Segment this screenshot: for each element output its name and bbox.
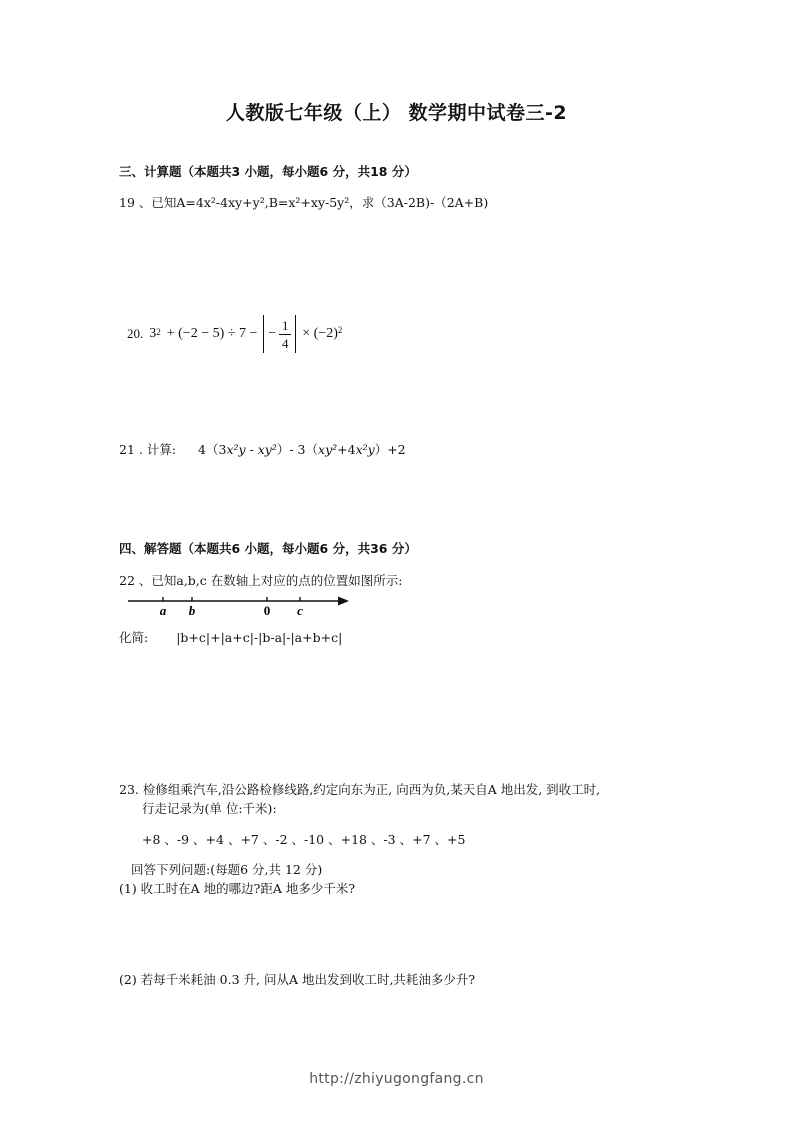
q20-base: 3 [149,326,157,341]
q21-term2: xy² [257,442,277,457]
q21-prefix: 21 . 计算: [119,442,177,457]
number-line-figure [125,590,355,620]
q21-term4: x²y [355,442,375,457]
page-title: 人教版七年级（上） 数学期中试卷三-2 [225,102,568,124]
number-line-arrow-icon [338,597,349,606]
question-20 [127,313,342,355]
question-21 [119,440,406,458]
q21-plus: +4 [337,442,356,457]
simplify-expression: |b+c|+|a+c|-|b-a|-|a+b+c| [176,630,343,645]
q21-end: ）+2 [374,442,406,457]
section-3-heading: 三、计算题（本题共3 小题，每小题6 分，共18 分） [119,164,417,179]
label-a: a [159,603,167,618]
q21-mid: ）- 3（ [276,442,319,457]
q20-abs-value [263,315,296,353]
simplify-line [119,628,342,646]
q20-fraction-denominator: 4 [282,335,289,351]
q20-tail-exponent: 2 [337,325,343,335]
simplify-label: 化简: [119,630,149,645]
q20-tail: × (−2) [302,326,338,341]
q21-term3: xy² [318,442,338,457]
q20-exponent: 2 [156,327,161,337]
q20-fraction-numerator: 1 [282,317,289,333]
q20-abs-minus: − [268,326,277,341]
q20-fraction [279,319,291,350]
label-c: c [297,603,303,618]
label-b: b [188,603,196,618]
q21-minus: - [245,442,258,457]
section-4-heading: 四、解答题（本题共6 小题，每小题6 分，共36 分） [119,541,417,556]
q21-expr-a: 4（3 [198,442,227,457]
q20-number: 20. [127,326,144,341]
question-19: 19 、已知A=4x²-4xy+y²,B=x²+xy-5y²，求（3A-2B)-（2A+B) [119,195,489,210]
question-23-records: +8 、-9 、+4 、+7 、-2 、-10 、+18 、-3 、+7 、+5 [142,832,466,847]
question-23-sub2: (2) 若每千米耗油 0.3 升, 问从A 地出发到收工时,共耗油多少升? [119,972,476,987]
q20-middle: + (−2 − 5) ÷ 7 − [166,326,258,341]
question-23-line1: 23. 检修组乘汽车,沿公路检修线路,约定向东为正, 向西为负,某天自A 地出发, 到收工时, [119,782,601,797]
question-23-instruction: 回答下列问题:(每题6 分,共 12 分) [131,862,323,877]
question-23-line2: 行走记录为(单 位:千米): [142,801,277,816]
q21-term1: x²y [226,442,246,457]
footer-url: http://zhiyugongfang.cn [309,1071,484,1087]
question-23-sub1: (1) 收工时在A 地的哪边?距A 地多少千米? [119,881,356,896]
question-22: 22 、已知a,b,c 在数轴上对应的点的位置如图所示: [119,573,403,588]
label-0: 0 [263,603,271,618]
